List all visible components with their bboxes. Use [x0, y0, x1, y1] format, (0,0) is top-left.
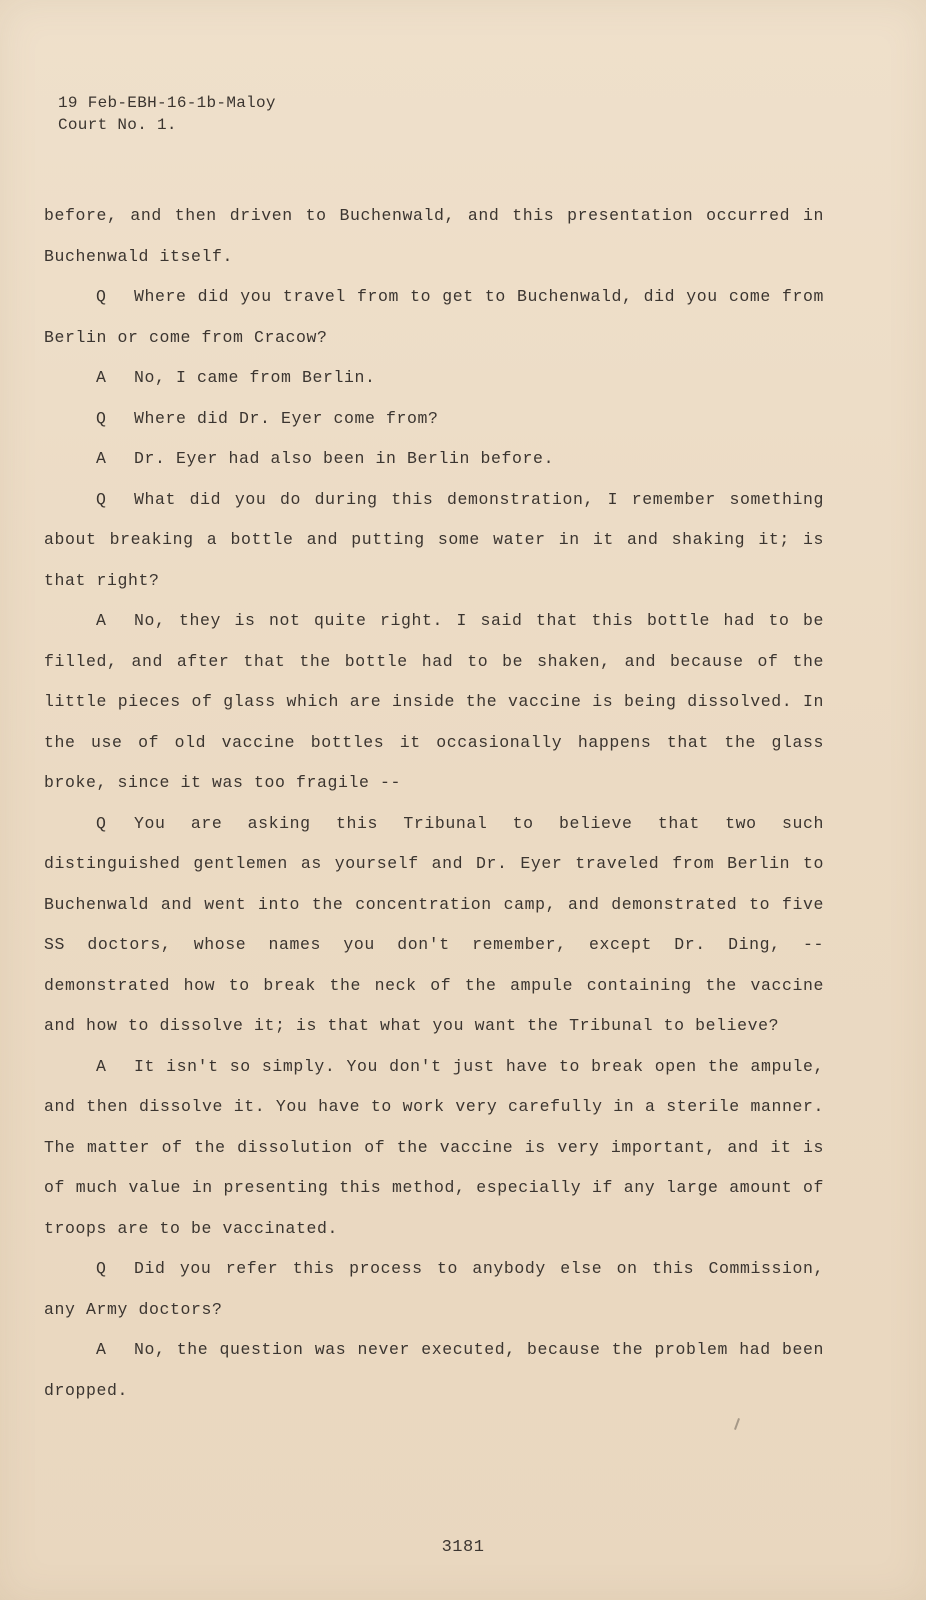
paragraph-text: Did you refer this process to anybody else on this Commission, any Army doctors?: [44, 1259, 824, 1319]
paragraph-text: You are asking this Tribunal to believe that two such distinguished gentlemen as yourself and Dr. Eyer traveled from Berlin to Buchenwald and went into the concentration camp, and demonstrated to five SS doctors, whose names you don't remember, except Dr. Ding, -- demonstrated how to break the neck of the ampule containing the vaccine and how to dissolve it; is that what you want the Tribunal to believe?: [44, 813, 824, 1035]
transcript-paragraph: [44, 399, 824, 440]
speaker-tag: A: [96, 368, 107, 387]
transcript-paragraph: [44, 601, 824, 804]
header-court: Court No. 1.: [58, 116, 177, 134]
paragraph-text: before, and then driven to Buchenwald, and this presentation occurred in Buchenwald itself.: [44, 206, 824, 266]
transcript-paragraph: [44, 439, 824, 480]
paragraph-text: Dr. Eyer had also been in Berlin before.: [134, 449, 555, 468]
transcript-paragraph: [44, 196, 824, 277]
paragraph-text: No, I came from Berlin.: [134, 368, 376, 387]
document-header: [58, 92, 276, 136]
speaker-tag: Q: [96, 287, 107, 306]
paragraph-text: No, they is not quite right. I said that this bottle had to be filled, and after that the bottle had to be shaken, and because of the little pieces of glass which are inside the vaccine is being dissolved. In the use of old vaccine bottles it occasionally happens that the glass broke, since it was too fragile --: [44, 611, 824, 792]
paragraph-text: What did you do during this demonstration, I remember something about breaking a bottle and putting some water in it and shaking it; is that right?: [44, 489, 824, 590]
paragraph-text: No, the question was never executed, because the problem had been dropped.: [44, 1340, 824, 1400]
transcript-paragraph: [44, 358, 824, 399]
transcript-paragraph: [44, 480, 824, 602]
speaker-tag: Q: [96, 813, 107, 833]
pencil-mark: [734, 1418, 740, 1430]
transcript-paragraph: [44, 804, 824, 1047]
speaker-tag: A: [96, 611, 107, 630]
speaker-tag: A: [96, 1056, 107, 1076]
transcript-paragraph: [44, 277, 824, 358]
header-reference: 19 Feb-EBH-16-1b-Maloy: [58, 94, 276, 112]
speaker-tag: Q: [96, 489, 107, 509]
page-number: 3181: [441, 1538, 485, 1557]
speaker-tag: Q: [96, 408, 107, 428]
paragraph-text: It isn't so simply. You don't just have to break open the ampule, and then dissolve it. You have to work very carefully in a sterile manner. The matter of the dissolution of the vaccine is very important, and it is of much value in presenting this method, especially if any large amount of troops are to be vaccinated.: [44, 1056, 824, 1238]
speaker-tag: Q: [96, 1259, 107, 1278]
transcript-paragraph: [44, 1249, 824, 1330]
transcript-paragraph: [44, 1330, 824, 1411]
paragraph-text: Where did Dr. Eyer come from?: [134, 408, 439, 428]
transcript-body: [44, 196, 824, 1411]
transcript-paragraph: [44, 1047, 824, 1250]
speaker-tag: A: [96, 449, 107, 468]
speaker-tag: A: [96, 1340, 107, 1359]
paragraph-text: Where did you travel from to get to Buchenwald, did you come from Berlin or come from Cracow?: [44, 287, 824, 347]
